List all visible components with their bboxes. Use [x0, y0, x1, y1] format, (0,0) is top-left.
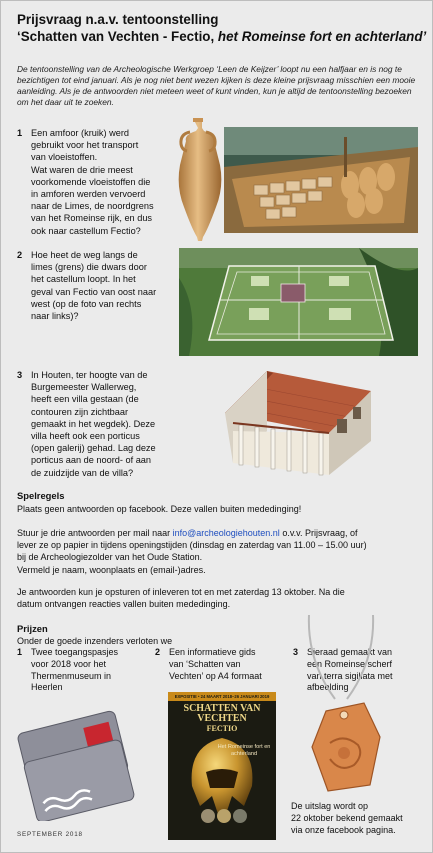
prize-3-line: Sieraad gemaakt van [307, 647, 393, 657]
rules-send-before: Stuur je drie antwoorden per mail naar [17, 528, 173, 538]
prizes-intro: Onder de goede inzenders verloten we [17, 636, 173, 646]
q1-line: naar de Limes, de noordgrens [31, 201, 154, 212]
prize-1-line: Thermenmuseum in [31, 670, 112, 681]
rules-send-line-3: bij de Archeologiezolder van het Oude Station. [17, 552, 203, 563]
prize-2 [155, 647, 287, 687]
q3-line: contouren zijn zichtbaar [31, 406, 129, 417]
rules-send-after: o.v.v. Prijsvraag, of [279, 528, 358, 538]
q1-line: Een amfoor (kruik) werd [31, 128, 130, 138]
result-line: 22 oktober bekend gemaakt [291, 812, 403, 823]
castellum-aerial-photo [179, 248, 418, 356]
question-3-text [31, 369, 156, 479]
q3-line: porticus aan de noord- of aan [31, 455, 152, 466]
prize-3-line: een Romeinse scherf [307, 658, 393, 669]
title-line-1: Prijsvraag n.a.v. tentoonstelling [17, 12, 219, 27]
q3-line: de zuidzijde van de villa? [31, 467, 134, 478]
q2-line: geval van Fectio van oost naar [31, 286, 157, 297]
q3-line: In Houten, ter hoogte van de [31, 370, 148, 380]
exhibition-guide-image [168, 692, 276, 840]
prize-2-line: Een informatieve gids [169, 647, 256, 657]
q3-line: gemaakt in het wegdek). Deze [31, 418, 156, 429]
footer-date: SEPTEMBER 2018 [17, 831, 83, 838]
q2-line: naar links)? [31, 311, 79, 322]
q1-line: Wat waren de drie meest [31, 164, 133, 175]
rules-deadline-line-1: Je antwoorden kun je opsturen of inleveren tot en met zaterdag 13 oktober. Na die [17, 587, 345, 597]
prize-1 [17, 647, 145, 697]
rules-send-line-4: Vermeld je naam, woonplaats en (email-)adres. [17, 564, 206, 575]
q2-line: het castellum loopt. In het [31, 274, 136, 285]
intro-text: De tentoonstelling van de Archeologische Werkgroep ‘Leen de Keijzer’ loopt nu een halfjaar en is nog te bezichtigen tot eind januari. Als je nog niet bent wezen kijken is deze kleine prijsvraag misschien een mooie aanleiding. Als je de antwoorden niet meteen weet of kunt vinden, kun je altijd de tentoonstelling bezoeken om het daar uit te zoeken. [17, 64, 416, 107]
q1-line: in amforen werden vervoerd [31, 189, 146, 200]
guide-title-2: VECHTEN [197, 713, 247, 724]
q1-line: gebruikt voor het transport [31, 140, 139, 151]
pendant-cord [301, 611, 381, 701]
result-line: De uitslag wordt op [291, 801, 369, 811]
q1-line: van het Romeinse rijk, en dus [31, 213, 153, 224]
prize-1-number: 1 [17, 647, 23, 657]
question-3-number: 3 [17, 370, 23, 380]
roman-ship-photo [224, 127, 418, 233]
title-line-2 [17, 28, 427, 45]
guide-subtitle: Het Romeinse fort en achterland [217, 744, 271, 757]
prize-2-line: van ‘Schatten van [169, 658, 241, 669]
question-3 [17, 369, 187, 481]
q1-line: van vloeistoffen. [31, 152, 98, 163]
result-announcement [291, 801, 425, 839]
question-1 [17, 127, 177, 239]
q1-line: ook naar castellum Fectio? [31, 225, 141, 236]
q3-line: heeft een villa gestaan (de [31, 394, 139, 405]
prize-2-line: Vechten’ op A4 formaat [169, 670, 262, 681]
question-2-text [31, 249, 156, 322]
question-1-number: 1 [17, 128, 23, 138]
prizes-heading: Prijzen [17, 623, 48, 634]
guide-title [168, 704, 276, 734]
rules-send-line-2: lever ze op papier in tijdens openingstijden (dinsdag en zaterdag van 11.00 – 15.00 uur) [17, 540, 367, 551]
q2-line: Hoe heet de weg langs de [31, 250, 138, 260]
q3-line: villa heeft ook een porticus [31, 431, 140, 442]
guide-title-1: SCHATTEN VAN [183, 703, 261, 714]
terra-sigillata-pendant-image [306, 697, 386, 797]
museum-pass-cards-image [15, 701, 143, 821]
q3-line: Burgemeester Wallerweg, [31, 382, 137, 393]
prize-2-number: 2 [155, 647, 161, 657]
prize-1-line: Twee toegangspasjes [31, 647, 119, 657]
q1-line: voorkomende vloeistoffen die [31, 176, 151, 187]
guide-title-3: FECTIO [206, 724, 238, 733]
prize-1-line: Heerlen [31, 682, 63, 693]
question-2-number: 2 [17, 250, 23, 260]
question-1-text [31, 127, 154, 237]
rules-send-instructions [17, 527, 421, 576]
amphora-image [171, 116, 225, 243]
prize-3-line: van terra sigillata met [307, 670, 393, 681]
page-title [17, 11, 427, 45]
prize-1-line: voor 2018 voor het [31, 658, 107, 669]
prize-1-text [31, 647, 118, 694]
prize-2-text [169, 647, 262, 682]
rules-deadline [17, 586, 421, 610]
prize-3-line: afbeelding [307, 682, 349, 693]
rules-send-line-1 [17, 527, 421, 539]
prize-3-number: 3 [293, 647, 299, 657]
q3-line: (open galerij) gehad. Lag deze [31, 443, 156, 454]
email-link[interactable]: info@archeologiehouten.nl [172, 528, 280, 538]
roman-villa-illustration [211, 367, 386, 485]
title-line-2-italic: het Romeinse fort en achterland’ [217, 29, 427, 44]
q2-line: west (op de foto van rechts [31, 298, 142, 309]
rules-heading: Spelregels [17, 490, 65, 501]
title-line-2-regular: ‘Schatten van Vechten - Fectio, [17, 29, 218, 44]
rules-deadline-line-2: datum ontvangen reacties vallen buiten mededinging. [17, 599, 231, 610]
guide-banner: EXPOSITIE • 24 MAART 2018–26 JANUARI 2019 [168, 692, 276, 701]
rules-no-facebook: Plaats geen antwoorden op facebook. Deze vallen buiten mededinging! [17, 504, 302, 514]
q2-line: limes (grens) die dwars door [31, 262, 147, 273]
question-2 [17, 249, 182, 325]
result-line: via onze facebook pagina. [291, 824, 396, 835]
